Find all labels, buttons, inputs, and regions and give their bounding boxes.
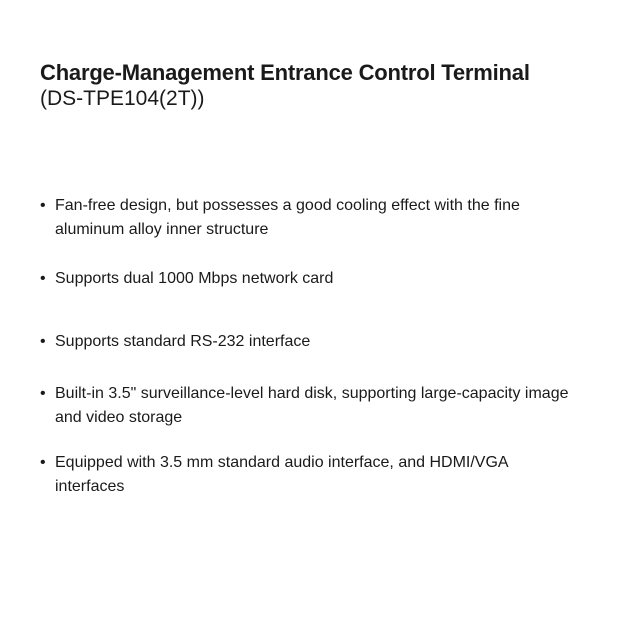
- feature-list: [40, 194, 585, 499]
- list-item: [40, 194, 585, 242]
- feature-text: Built-in 3.5" surveillance-level hard disk, supporting large-capacity image and video storage: [55, 385, 569, 426]
- bullet-icon: •: [40, 454, 46, 471]
- feature-text: Supports dual 1000 Mbps network card: [55, 270, 334, 287]
- list-item: [40, 267, 585, 291]
- list-item: [40, 382, 585, 430]
- list-item: [40, 330, 585, 354]
- feature-text: Fan-free design, but possesses a good cooling effect with the fine aluminum alloy inner structure: [55, 197, 520, 238]
- bullet-icon: •: [40, 333, 46, 350]
- bullet-icon: •: [40, 197, 46, 214]
- bullet-icon: •: [40, 270, 46, 287]
- list-item: [40, 451, 585, 499]
- page-title: Charge-Management Entrance Control Terminal: [40, 60, 530, 85]
- feature-text: Supports standard RS-232 interface: [55, 333, 311, 350]
- feature-text: Equipped with 3.5 mm standard audio interface, and HDMI/VGA interfaces: [55, 454, 508, 495]
- model-number-subtitle: (DS-TPE104(2T)): [40, 87, 205, 110]
- bullet-icon: •: [40, 385, 46, 402]
